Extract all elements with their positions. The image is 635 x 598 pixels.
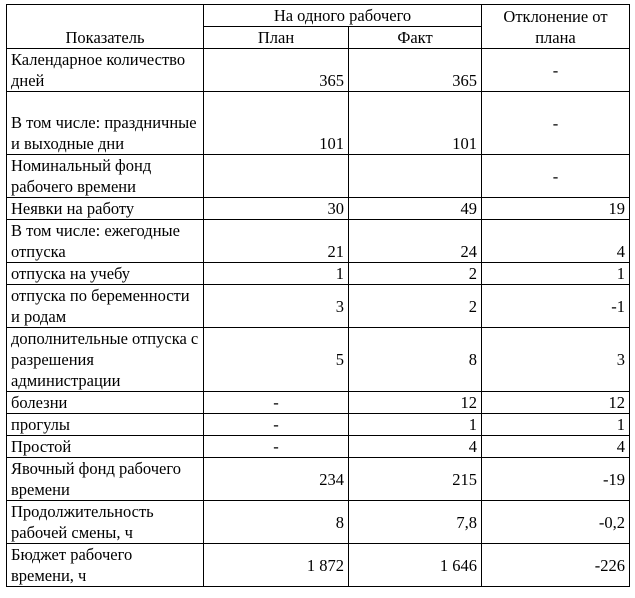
table-row [7, 49, 630, 92]
table-row [7, 436, 630, 458]
fact-cell: 2 [349, 263, 482, 285]
header-row-1 [7, 5, 630, 27]
plan-cell: 3 [204, 285, 349, 328]
fact-cell: 12 [349, 392, 482, 414]
deviation-cell: -226 [482, 544, 630, 587]
deviation-cell: -19 [482, 458, 630, 501]
table-row [7, 501, 630, 544]
row-label: Номинальный фонд рабочего времени [7, 155, 204, 198]
row-label: дополнительные отпуска с разрешения администрации [7, 328, 204, 392]
deviation-cell: 1 [482, 414, 630, 436]
fact-cell: 2 [349, 285, 482, 328]
fact-cell: 101 [349, 92, 482, 155]
row-label: прогулы [7, 414, 204, 436]
fact-cell: 1 [349, 414, 482, 436]
table-row [7, 392, 630, 414]
fact-cell: 365 [349, 49, 482, 92]
deviation-cell: - [482, 92, 630, 155]
table-row [7, 458, 630, 501]
row-label: отпуска по беременности и родам [7, 285, 204, 328]
fact-cell: 8 [349, 328, 482, 392]
plan-cell: - [204, 392, 349, 414]
row-label: Продолжительность рабочей смены, ч [7, 501, 204, 544]
fact-cell [349, 155, 482, 198]
table-row [7, 544, 630, 587]
plan-cell: 8 [204, 501, 349, 544]
row-label: Неявки на работу [7, 198, 204, 220]
plan-cell: 5 [204, 328, 349, 392]
row-label: В том числе: праздничные и выходные дни [7, 92, 204, 155]
table-row [7, 220, 630, 263]
fact-cell: 24 [349, 220, 482, 263]
table-row [7, 328, 630, 392]
table-row [7, 285, 630, 328]
table-row [7, 263, 630, 285]
header-indicator: Показатель [7, 5, 204, 49]
fact-cell: 49 [349, 198, 482, 220]
plan-cell: 365 [204, 49, 349, 92]
fact-cell: 4 [349, 436, 482, 458]
header-fact: Факт [349, 27, 482, 49]
row-label: Простой [7, 436, 204, 458]
fact-cell: 1 646 [349, 544, 482, 587]
row-label: В том числе: ежегодные отпуска [7, 220, 204, 263]
fact-cell: 215 [349, 458, 482, 501]
row-label: отпуска на учебу [7, 263, 204, 285]
row-label: Бюджет рабочего времени, ч [7, 544, 204, 587]
deviation-cell: 19 [482, 198, 630, 220]
plan-cell: 1 872 [204, 544, 349, 587]
row-label: Явочный фонд рабочего времени [7, 458, 204, 501]
deviation-cell: -0,2 [482, 501, 630, 544]
deviation-cell: 12 [482, 392, 630, 414]
table-row [7, 155, 630, 198]
plan-cell: 101 [204, 92, 349, 155]
table-row [7, 92, 630, 155]
plan-cell: 1 [204, 263, 349, 285]
row-label: болезни [7, 392, 204, 414]
deviation-cell: 4 [482, 436, 630, 458]
table-row [7, 198, 630, 220]
deviation-cell: - [482, 49, 630, 92]
plan-cell [204, 155, 349, 198]
header-plan: План [204, 27, 349, 49]
header-deviation: Отклонение от плана [482, 5, 630, 49]
plan-cell: - [204, 436, 349, 458]
plan-cell: - [204, 414, 349, 436]
header-per-worker: На одного рабочего [204, 5, 482, 27]
deviation-cell: 3 [482, 328, 630, 392]
working-time-table [6, 4, 630, 587]
plan-cell: 234 [204, 458, 349, 501]
deviation-cell: 1 [482, 263, 630, 285]
plan-cell: 30 [204, 198, 349, 220]
row-label: Календарное количество дней [7, 49, 204, 92]
deviation-cell: -1 [482, 285, 630, 328]
table-row [7, 414, 630, 436]
plan-cell: 21 [204, 220, 349, 263]
fact-cell: 7,8 [349, 501, 482, 544]
deviation-cell: - [482, 155, 630, 198]
deviation-cell: 4 [482, 220, 630, 263]
